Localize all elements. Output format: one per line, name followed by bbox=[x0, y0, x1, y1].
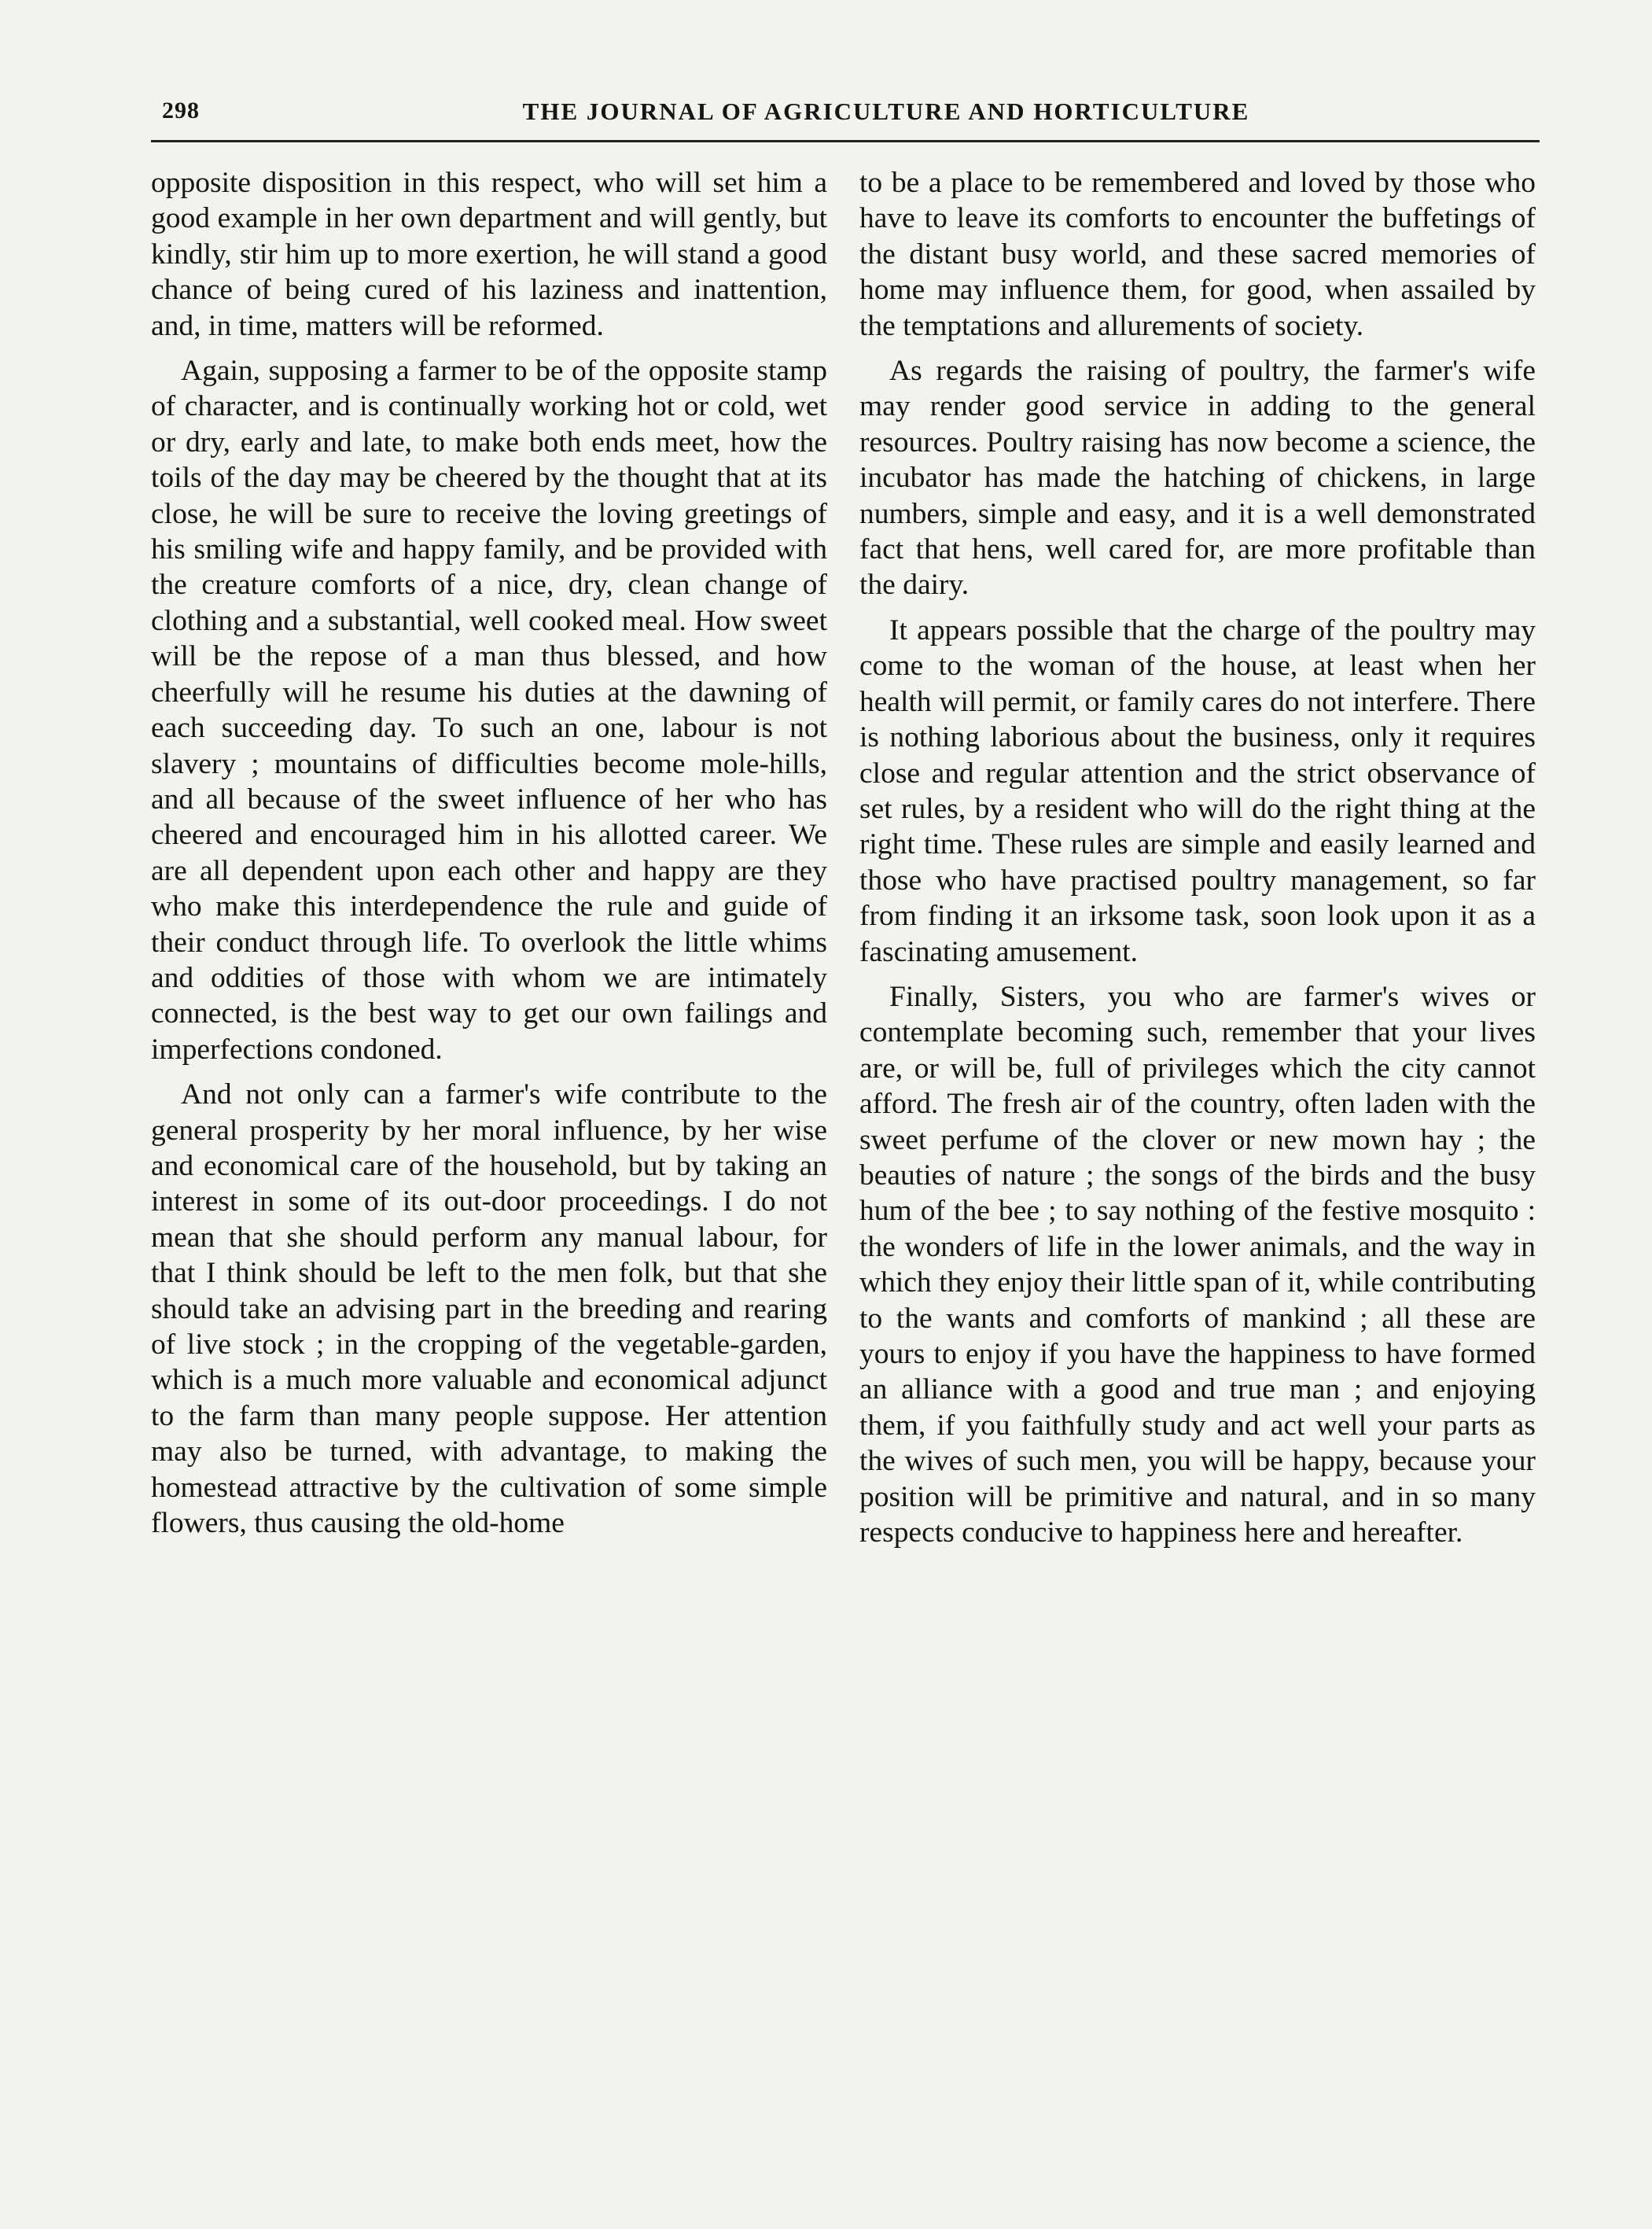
page-number: 298 bbox=[162, 98, 200, 123]
paragraph: Finally, Sisters, you who are farmer's wives or contemplate becoming such, remember that your lives are, or will be, full of privileges which the city cannot afford. The fresh air of the country, often laden with the sweet perfume of the clover or new mown hay ; the beauties of nature ; the songs of the birds and the busy hum of the bee ; to say nothing of the festive mosquito : the wonders of life in the lower animals, and the way in which they enjoy their little span of it, while contributing to the wants and comforts of mankind ; all these are yours to enjoy if you have the happiness to have formed an alliance with a good and true man ; and enjoying them, if you faithfully study and act well your parts as the wives of such men, you will be happy, because your position will be primitive and natural, and in so many respects conducive to happiness here and hereafter. bbox=[859, 980, 1536, 1549]
right-column bbox=[859, 165, 1536, 2163]
header-rule bbox=[151, 140, 1540, 142]
paragraph: opposite disposition in this respect, who will set him a good example in her own department and will gently, but kindly, stir him up to more exertion, he will stand a good chance of being cured of his laziness and inattention, and, in time, matters will be reformed. bbox=[151, 167, 827, 342]
left-column bbox=[151, 165, 827, 2163]
paragraph: As regards the raising of poultry, the farmer's wife may render good service in adding to the general resources. Poultry raising has now become a science, the incubator has made the hatching of chickens, in large numbers, simple and easy, and it is a well demonstrated fact that hens, well cared for, are more profitable than the dairy. bbox=[859, 355, 1536, 602]
paragraph: And not only can a farmer's wife contribute to the general prosperity by her moral influence, by her wise and economical care of the household, but by taking an interest in some of its out-door proceedings. I do not mean that she should perform any manual labour, for that I think should be left to the men folk, but that she should take an advising part in the breeding and rearing of live stock ; in the cropping of the vegetable-garden, which is a much more valuable and economical adjunct to the farm than many people suppose. Her attention may also be turned, with advantage, to making the homestead attractive by the cultivation of some simple flowers, thus causing the old-home bbox=[151, 1078, 827, 1540]
page-header bbox=[151, 98, 1540, 137]
paragraph: to be a place to be remembered and loved by those who have to leave its comforts to encounter the buffetings of the distant busy world, and these sacred memories of home may influence them, for good, when assailed by the temptations and allurements of society. bbox=[859, 167, 1536, 342]
paragraph: It appears possible that the charge of the poultry may come to the woman of the house, at least when her health will permit, or family cares do not interfere. There is nothing laborious about the business, only it requires close and regular attention and the strict observance of set rules, by a resident who will do the right thing at the right time. These rules are simple and easily learned and those who have practised poultry management, so far from finding it an irksome task, soon look upon it as a fascinating amusement. bbox=[859, 613, 1536, 968]
running-title: THE JOURNAL OF AGRICULTURE AND HORTICULTURE bbox=[522, 98, 1250, 125]
paragraph: Again, supposing a farmer to be of the opposite stamp of character, and is continually working hot or cold, wet or dry, early and late, to make both ends meet, how the toils of the day may be cheered by the thought that at its close, he will be sure to receive the loving greetings of his smiling wife and happy family, and be provided with the creature comforts of a nice, dry, clean change of clothing and a substantial, well cooked meal. How sweet will be the repose of a man thus blessed, and how cheerfully will he resume his duties at the dawning of each succeeding day. To such an one, labour is not slavery ; mountains of difficulties become mole-hills, and all because of the sweet influence of her who has cheered and encouraged him in his allotted career. We are all dependent upon each other and happy are they who make this interdependence the rule and guide of their conduct through life. To overlook the little whims and oddities of those with whom we are intimately connected, is the best way to get our own failings and imperfections condoned. bbox=[151, 355, 827, 1066]
